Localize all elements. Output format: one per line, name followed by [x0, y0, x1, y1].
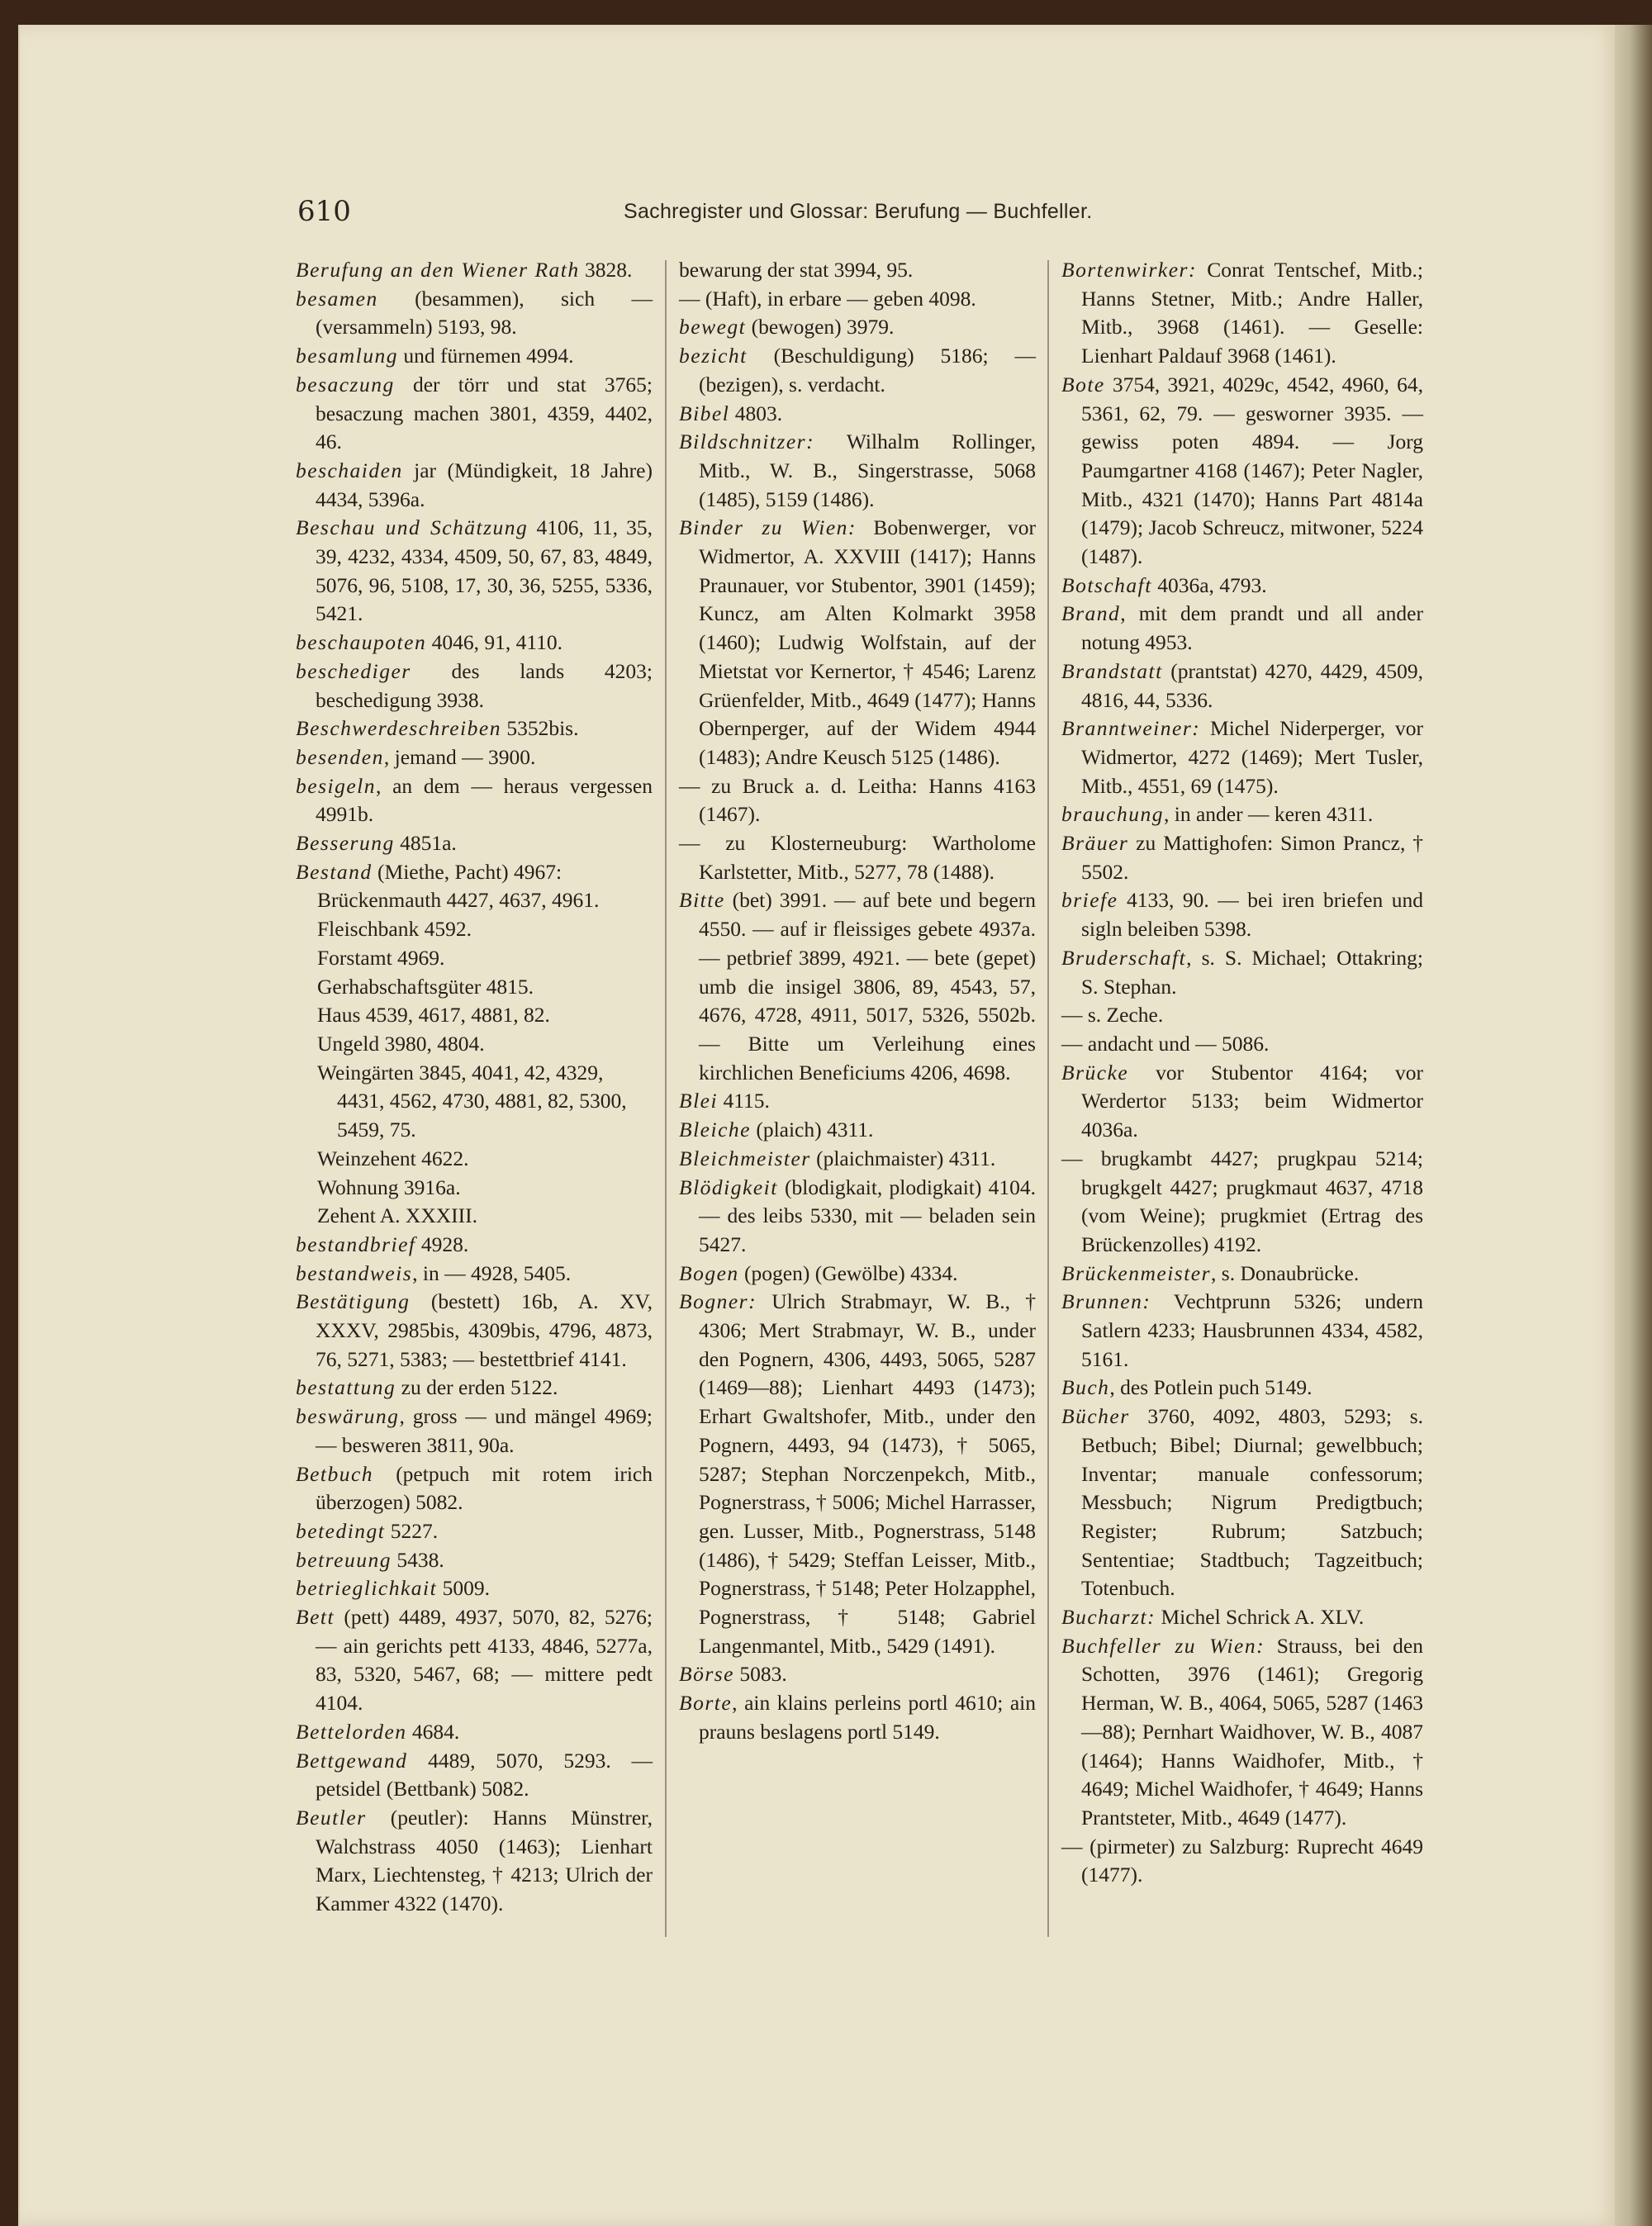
index-text: zu Mattighofen: Simon Prancz, † 5502.	[1081, 831, 1423, 884]
index-text: (pett) 4489, 4937, 5070, 82, 5276; — ain gerichts pett 4133, 4846, 5277a, 83, 5320, 5467, 68; — mittere pedt 4104.	[316, 1605, 653, 1716]
index-keyword: Bibel	[679, 401, 730, 425]
index-text: Weinzehent 4622.	[317, 1146, 469, 1170]
index-entry	[296, 1231, 653, 1260]
index-text: 3828.	[579, 258, 633, 282]
index-keyword: Brücke	[1061, 1060, 1129, 1085]
index-entry	[1061, 657, 1423, 714]
index-keyword: besamlung	[296, 344, 398, 368]
index-text: (petpuch mit rotem irich überzogen) 5082.	[316, 1461, 653, 1515]
index-text: 4851a.	[394, 831, 457, 856]
index-text: vor Stubentor 4164; vor Werdertor 5133; beim Widmertor 4036a.	[1081, 1060, 1423, 1142]
index-text: — zu Klosterneuburg: Wartholome Karlstetter, Mitb., 5277, 78 (1488).	[679, 831, 1036, 884]
index-keyword: Botschaft	[1061, 572, 1152, 597]
index-entry	[679, 1260, 1036, 1289]
index-entry	[679, 342, 1036, 399]
index-text: Fleischbank 4592.	[317, 917, 472, 942]
index-subentry	[317, 886, 653, 915]
index-keyword: beswärung	[296, 1404, 400, 1429]
index-entry	[296, 858, 653, 887]
index-entry	[679, 1116, 1036, 1145]
index-entry	[296, 1574, 653, 1603]
index-keyword: Berufung an den Wiener Rath	[296, 258, 580, 282]
index-keyword: Bleichmeister	[679, 1146, 811, 1170]
index-text: und fürnemen 4994.	[398, 344, 574, 368]
index-entry	[296, 1546, 653, 1575]
index-keyword: besamen	[296, 286, 378, 311]
index-entry	[1061, 256, 1423, 371]
index-text: (prantstat) 4270, 4429, 4509, 4816, 44, 5336.	[1081, 658, 1423, 712]
index-entry	[296, 514, 653, 629]
index-text: 4684.	[406, 1719, 460, 1744]
index-text: 5352bis.	[501, 716, 579, 741]
index-text: Zehent A. XXXIII.	[317, 1203, 478, 1228]
index-keyword: Beschwerdeschreiben	[296, 716, 501, 741]
index-entry	[679, 1288, 1036, 1660]
index-entry	[679, 400, 1036, 429]
index-text: (besammen), sich — (versammeln) 5193, 98.	[316, 286, 653, 339]
index-entry	[296, 829, 653, 858]
index-text: (bet) 3991. — auf bete und begern 4550. — auf ir fleissiges gebete 4937a. — petbrief 3899, 4921. — bete (gepet) umb die insigel 3806, 89, 4543, 57, 4676, 4728, 4911, 5017, 5326, 5502b. — Bitte um Verleihung eines kirchlichen Beneficiums 4206, 4698.	[699, 888, 1036, 1085]
index-text: — s. Zeche.	[1061, 1003, 1164, 1028]
index-entry	[296, 1460, 653, 1517]
index-text: — andacht und — 5086.	[1061, 1031, 1270, 1056]
index-keyword: besenden	[296, 744, 384, 769]
index-entry	[1061, 1374, 1423, 1403]
index-entry	[296, 342, 653, 371]
index-entry	[296, 1747, 653, 1804]
index-subentry	[317, 1059, 653, 1145]
index-column-3	[1061, 256, 1423, 1890]
index-text: , des Potlein puch 5149.	[1109, 1375, 1313, 1400]
index-entry	[296, 256, 653, 285]
index-text: , s. S. Michael; Ottakring; S. Stephan.	[1081, 945, 1423, 999]
index-entry	[1061, 1603, 1423, 1632]
index-keyword: betreuung	[296, 1547, 392, 1572]
index-entry	[1061, 600, 1423, 657]
index-entry	[679, 886, 1036, 1087]
index-entry	[1061, 800, 1423, 829]
index-text: jar (Mündigkeit, 18 Jahre) 4434, 5396a.	[316, 458, 653, 511]
index-entry	[679, 829, 1036, 886]
index-text: (Beschuldigung) 5186; — (bezigen), s. verdacht.	[699, 344, 1036, 396]
index-keyword: Branntweiner:	[1061, 716, 1201, 741]
index-keyword: Besserung	[296, 831, 395, 856]
page-number: 610	[297, 195, 351, 228]
index-entry	[296, 285, 653, 342]
index-keyword: Bräuer	[1061, 831, 1129, 856]
index-text: bewarung der stat 3994, 95.	[679, 258, 914, 282]
index-text: , mit dem prandt und all ander notung 4953.	[1081, 601, 1423, 655]
index-keyword: Bogner:	[679, 1289, 757, 1314]
index-keyword: bestandbrief	[296, 1232, 416, 1256]
index-entry	[1061, 714, 1423, 800]
index-text: Ulrich Strabmayr, W. B., † 4306; Mert Strabmayr, W. B., under den Pognern, 4306, 4493, 5065, 5287 (1469—88); Lienhart 4493 (1473); Erhart Gwaltshofer, Mitb., under den Pognern, 4493, 94 (1473), † 5065, 5287; Stephan Norczenpekch, Mitb., Pognerstrass, † 5006; Michel Harrasser, gen. Lusser, Mitb., Pognerstrass, 5148 (1486), † 5429; Steffan Leisser, Mitb., Pognerstrass, † 5148; Peter Holzapphel, Pognerstrass, † 5148; Gabriel Langenmantel, Mitb., 5429 (1491).	[699, 1289, 1036, 1658]
index-text: Conrat Tentschef, Mitb.; Hanns Stetner, Mitb.; Andre Haller, Mitb., 3968 (1461). — Geselle: Lienhart Paldauf 3968 (1461).	[1081, 258, 1423, 368]
index-entry	[679, 285, 1036, 314]
index-column-1	[296, 256, 653, 1919]
index-text: 4928.	[415, 1232, 469, 1256]
index-entry	[679, 1689, 1036, 1746]
index-text: 5438.	[391, 1547, 444, 1572]
index-keyword: Beutler	[296, 1805, 367, 1830]
index-entry	[679, 514, 1036, 771]
index-text: des lands 4203; beschedigung 3938.	[316, 658, 653, 712]
index-text: , gross — und mängel 4969; — besweren 3811, 90a.	[316, 1404, 653, 1457]
index-text: (plaich) 4311.	[750, 1118, 874, 1142]
index-text: , s. Donaubrücke.	[1211, 1260, 1360, 1285]
index-keyword: Bestätigung	[296, 1289, 411, 1314]
index-keyword: betedingt	[296, 1518, 386, 1543]
index-text: der törr und stat 3765; besaczung machen 3801, 4359, 4402, 46.	[316, 372, 653, 454]
index-text: 5083.	[734, 1662, 787, 1687]
index-text: 4133, 90. — bei iren briefen und sigln beleiben 5398.	[1081, 888, 1423, 942]
index-entry	[296, 657, 653, 714]
index-text: 3760, 4092, 4803, 5293; s. Betbuch; Bibel; Diurnal; gewelbbuch; Inventar; manuale confessorum; Messbuch; Nigrum Predigtbuch; Register; Rubrum; Satzbuch; Sententiae; Stadtbuch; Tagzeitbuch; Totenbuch.	[1081, 1404, 1423, 1601]
index-text: Michel Niderperger, vor Widmertor, 4272 (1469); Mert Tusler, Mitb., 4551, 69 (1475).	[1081, 716, 1423, 798]
index-entry	[1061, 371, 1423, 572]
index-keyword: Betbuch	[296, 1461, 374, 1486]
page-title: Sachregister und Glossar: Berufung — Buchfeller.	[624, 200, 1093, 223]
index-keyword: Bettelorden	[296, 1719, 407, 1744]
index-keyword: Buch	[1061, 1375, 1110, 1400]
index-subentry	[317, 1145, 653, 1174]
index-entry	[1061, 944, 1423, 1001]
index-keyword: bestattung	[296, 1375, 396, 1400]
index-keyword: Bett	[296, 1605, 335, 1630]
index-entry	[1061, 1288, 1423, 1374]
index-keyword: briefe	[1061, 888, 1118, 913]
index-text: , in ander — keren 4311.	[1164, 802, 1374, 827]
index-keyword: Brandstatt	[1061, 658, 1163, 683]
index-text: (peutler): Hanns Münstrer, Walchstrass 4050 (1463); Lienhart Marx, Liechtensteg, † 4213; Ulrich der Kammer 4322 (1470).	[316, 1805, 653, 1916]
index-text: 4046, 91, 4110.	[426, 630, 563, 655]
index-subentry	[317, 944, 653, 973]
index-text: — brugkambt 4427; prugkpau 5214; brugkgelt 4427; prugkmaut 4637, 4718 (vom Weine); prugkmiet (Ertrag des Brückenzolles) 4192.	[1061, 1146, 1423, 1256]
index-keyword: Bote	[1061, 372, 1105, 396]
index-entry	[296, 1804, 653, 1919]
index-keyword: Bestand	[296, 859, 373, 884]
index-entry	[679, 256, 1036, 285]
index-entry	[1061, 1145, 1423, 1260]
index-keyword: Bogen	[679, 1260, 739, 1285]
index-entry	[296, 457, 653, 514]
index-text: 5227.	[385, 1518, 439, 1543]
index-subentry	[317, 1174, 653, 1203]
index-keyword: bewegt	[679, 315, 747, 339]
index-keyword: besigeln	[296, 773, 376, 798]
index-text: Haus 4539, 4617, 4881, 82.	[317, 1003, 550, 1028]
running-header	[297, 195, 1404, 236]
index-text: (pogen) (Gewölbe) 4334.	[738, 1260, 958, 1285]
index-subentry	[317, 1030, 653, 1059]
index-keyword: Beschau und Schätzung	[296, 515, 529, 540]
index-keyword: beschaiden	[296, 458, 403, 482]
index-text: Vechtprunn 5326; undern Satlern 4233; Hausbrunnen 4334, 4582, 5161.	[1081, 1289, 1423, 1371]
index-text: Wohnung 3916a.	[317, 1175, 461, 1199]
column-divider	[665, 260, 667, 1937]
index-text: — zu Bruck a. d. Leitha: Hanns 4163 (1467).	[679, 773, 1036, 827]
index-keyword: Börse	[679, 1662, 734, 1687]
index-text: 3754, 3921, 4029c, 4542, 4960, 64, 5361, 62, 79. — gesworner 3935. — gewiss poten 4894. — Jorg Paumgartner 4168 (1467); Peter Nagler, Mitb., 4321 (1470); Hanns Part 4814a (1479); Jacob Schreucz, mitwoner, 5224 (1487).	[1081, 372, 1423, 569]
index-entry	[1061, 1632, 1423, 1833]
index-entry	[296, 1260, 653, 1289]
index-text: 5009.	[437, 1576, 490, 1601]
index-entry	[679, 1174, 1036, 1260]
index-subentry	[317, 1001, 653, 1030]
index-text: Brückenmauth 4427, 4637, 4961.	[317, 888, 600, 913]
index-text: 4803.	[729, 401, 783, 425]
index-entry	[679, 772, 1036, 829]
index-entry	[296, 743, 653, 772]
index-text: (bestett) 16b, A. XV, XXXV, 2985bis, 4309bis, 4796, 4873, 76, 5271, 5383; — bestettbrief 4141.	[316, 1289, 653, 1371]
index-entry	[1061, 1833, 1423, 1890]
index-entry	[296, 1718, 653, 1747]
page-edge	[1615, 25, 1652, 2226]
index-keyword: beschediger	[296, 658, 411, 683]
index-entry	[1061, 886, 1423, 943]
index-keyword: Bruderschaft	[1061, 945, 1187, 970]
index-text: , an dem — heraus vergessen 4991b.	[316, 773, 653, 827]
index-text: 4106, 11, 35, 39, 4232, 4334, 4509, 50, 67, 83, 4849, 5076, 96, 5108, 17, 30, 36, 5255, 5336, 5421.	[316, 515, 653, 626]
index-entry	[679, 1660, 1036, 1689]
index-keyword: Buchfeller zu Wien:	[1061, 1633, 1265, 1658]
index-keyword: Blödigkeit	[679, 1175, 778, 1199]
index-entry	[1061, 1260, 1423, 1289]
index-entry	[296, 629, 653, 657]
index-text: — (Haft), in erbare — geben 4098.	[679, 286, 976, 311]
index-text: Wilhalm Rollinger, Mitb., W. B., Singerstrasse, 5068 (1485), 5159 (1486).	[699, 430, 1036, 511]
index-keyword: brauchung	[1061, 802, 1164, 827]
index-keyword: Bucharzt:	[1061, 1605, 1156, 1630]
index-entry	[1061, 1403, 1423, 1603]
index-keyword: Bettgewand	[296, 1748, 408, 1773]
index-text: , in — 4928, 5405.	[412, 1260, 572, 1285]
index-entry	[296, 1403, 653, 1459]
index-text: (bewogen) 3979.	[746, 315, 895, 339]
index-entry	[296, 714, 653, 743]
index-subentry	[317, 1202, 653, 1231]
index-keyword: Binder zu Wien:	[679, 515, 857, 540]
index-keyword: besaczung	[296, 372, 395, 396]
index-keyword: Bildschnitzer:	[679, 430, 815, 454]
index-keyword: Brückenmeister	[1061, 1260, 1212, 1285]
index-entry	[679, 1087, 1036, 1116]
index-keyword: beschaupoten	[296, 630, 427, 655]
index-entry	[1061, 829, 1423, 886]
index-entry	[1061, 572, 1423, 600]
index-entry	[296, 1517, 653, 1546]
index-text: Strauss, bei den Schotten, 3976 (1461); Gregorig Herman, W. B., 4064, 5065, 5287 (1463—88); Pernhart Waidhover, W. B., 4087 (1464); Hanns Waidhofer, Mitb., † 4649; Michel Waidhofer, † 4649; Hanns Prantsteter, Mitb., 4649 (1477).	[1081, 1633, 1423, 1830]
index-text: 4115.	[718, 1089, 770, 1113]
index-text: , ain klains perleins portl 4610; ain prauns beslagens portl 5149.	[699, 1691, 1036, 1744]
index-text: (Miethe, Pacht) 4967:	[372, 859, 563, 884]
index-keyword: Borte	[679, 1691, 733, 1716]
index-keyword: Bleiche	[679, 1118, 751, 1142]
index-keyword: Bücher	[1061, 1404, 1130, 1429]
index-text: 4036a, 4793.	[1151, 572, 1267, 597]
index-keyword: Brand	[1061, 601, 1121, 626]
index-column-2	[679, 256, 1036, 1747]
index-entry	[296, 371, 653, 457]
index-subentry	[317, 915, 653, 944]
column-divider	[1047, 260, 1049, 1937]
index-text: (blodigkait, plodigkait) 4104. — des leibs 5330, mit — beladen sein 5427.	[699, 1175, 1036, 1256]
index-subentry	[317, 973, 653, 1002]
index-keyword: betrieglichkait	[296, 1576, 438, 1601]
index-text: Bobenwerger, vor Widmertor, A. XXVIII (1417); Hanns Praunauer, vor Stubentor, 3901 (1459); Kuncz, am Alten Kolmarkt 3958 (1460); Ludwig Wolfstain, auf der Mietstat vor Kernertor, † 4546; Larenz Grüenfelder, Mitb., 4649 (1477); Hanns Obernperger, auf der Widem 4944 (1483); Andre Keusch 5125 (1486).	[699, 515, 1036, 769]
index-text: Forstamt 4969.	[317, 945, 445, 970]
index-text: (plaichmaister) 4311.	[810, 1146, 996, 1170]
index-entry	[296, 1603, 653, 1718]
index-text: Michel Schrick A. XLV.	[1156, 1605, 1365, 1630]
index-entry	[1061, 1001, 1423, 1030]
index-entry	[296, 1288, 653, 1374]
index-entry	[679, 313, 1036, 342]
index-text: — (pirmeter) zu Salzburg: Ruprecht 4649 (1477).	[1061, 1834, 1423, 1887]
index-entry	[679, 1145, 1036, 1174]
index-keyword: bestandweis	[296, 1260, 413, 1285]
index-keyword: Bitte	[679, 888, 725, 913]
index-entry	[296, 772, 653, 829]
index-text: , jemand — 3900.	[383, 744, 536, 769]
index-text: Weingärten 3845, 4041, 42, 4329, 4431, 4562, 4730, 4881, 82, 5300, 5459, 75.	[317, 1060, 627, 1142]
index-entry	[1061, 1059, 1423, 1145]
index-text: zu der erden 5122.	[396, 1375, 558, 1400]
index-keyword: Blei	[679, 1089, 719, 1113]
index-text: Ungeld 3980, 4804.	[317, 1031, 485, 1056]
index-keyword: Bortenwirker:	[1061, 258, 1197, 282]
index-entry	[679, 428, 1036, 514]
index-text: Gerhabschaftsgüter 4815.	[317, 974, 534, 999]
index-keyword: bezicht	[679, 344, 748, 368]
index-entry	[1061, 1030, 1423, 1059]
index-entry	[296, 1374, 653, 1403]
index-keyword: Brunnen:	[1061, 1289, 1151, 1314]
index-text: 4489, 5070, 5293. — petsidel (Bettbank) 5082.	[316, 1748, 653, 1801]
